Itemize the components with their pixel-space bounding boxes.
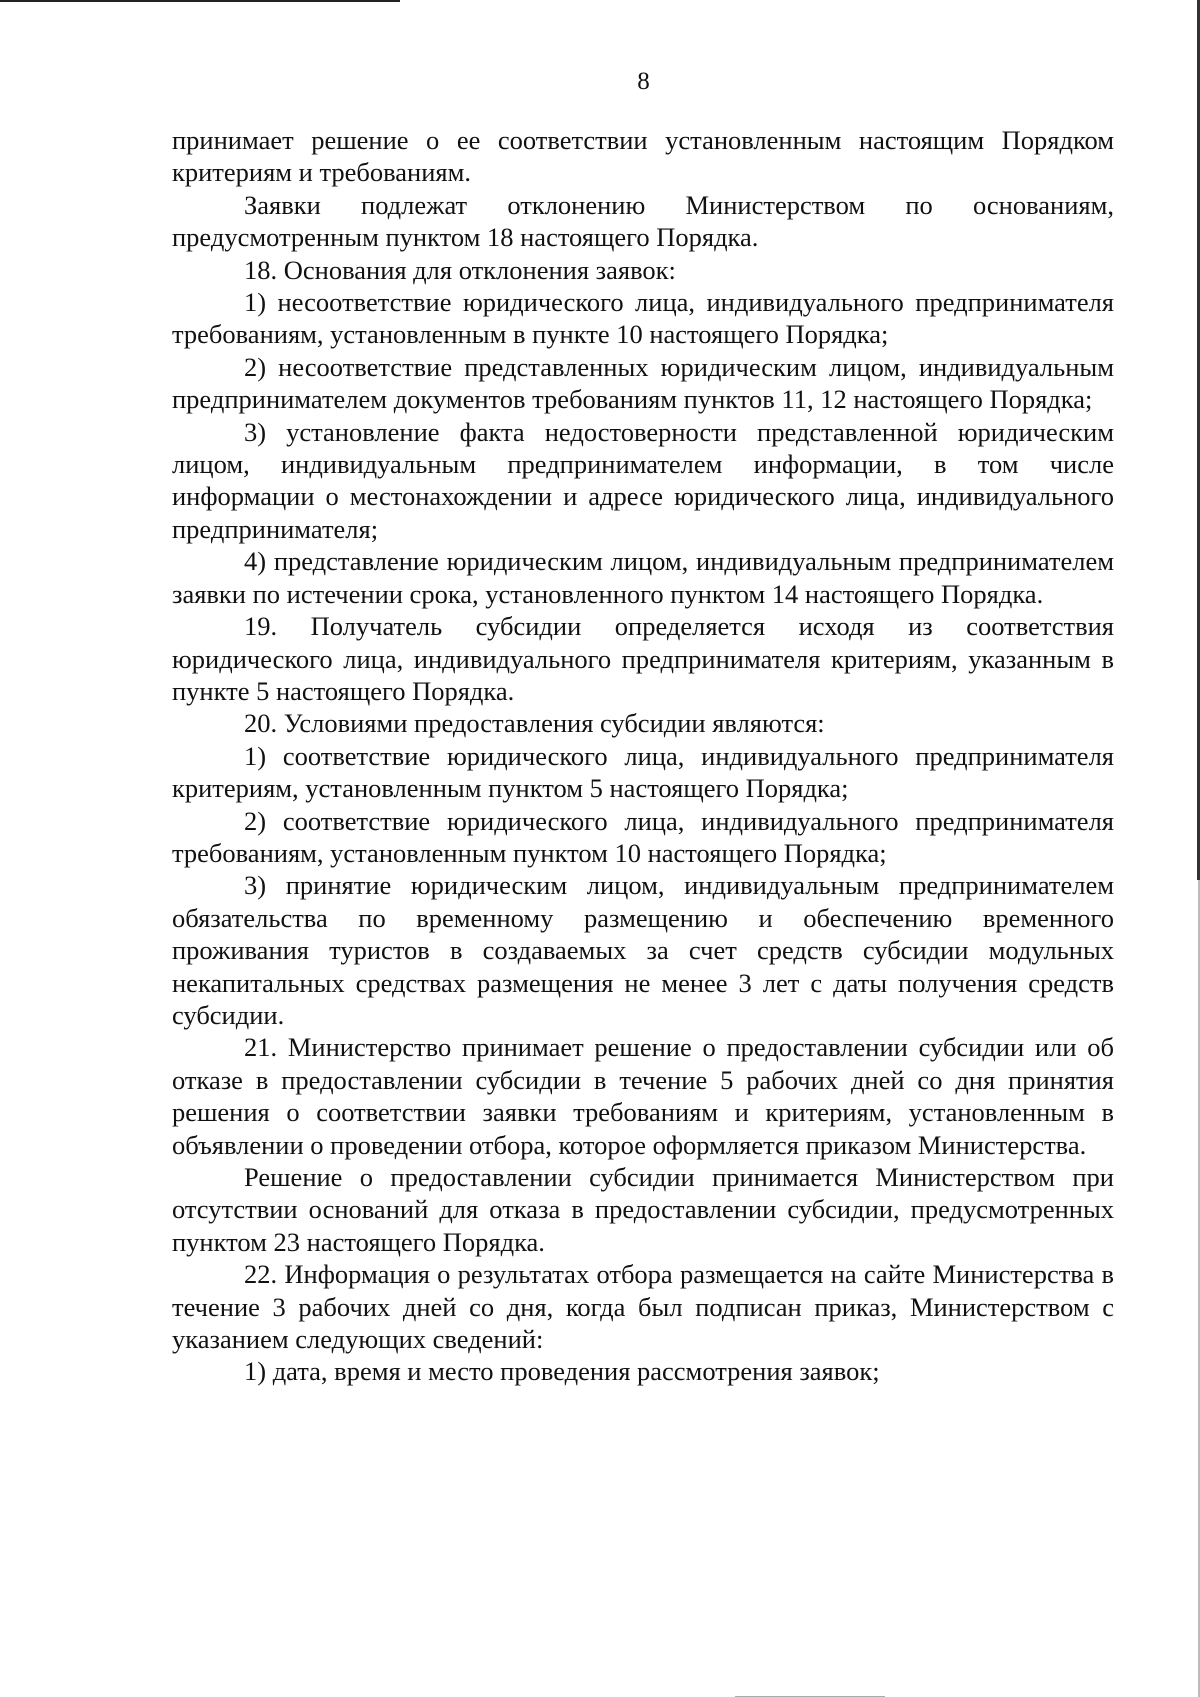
section-paragraph-22: 22. Информация о результатах отбора размещается на сайте Министерства в течение 3 рабочих дней со дня, когда был подписан приказ, Министерством с указанием следующих сведений: (172, 1259, 1114, 1355)
list-item: 2) несоответствие представленных юридическим лицом, индивидуальным предпринимателем документов требованиям пунктов 11, 12 настоящего Порядка; (172, 351, 1114, 415)
list-item: 3) принятие юридическим лицом, индивидуальным предпринимателем обязательства по временному размещению и обеспечению временного проживания туристов в создаваемых за счет средств субсидии модульных некапитальных средствах размещения не менее 3 лет с даты получения средств субсидии. (172, 870, 1114, 1030)
list-item: 1) соответствие юридического лица, индивидуального предпринимателя критериям, установленным пунктом 5 настоящего Порядка; (172, 740, 1114, 804)
list-item: 3) установление факта недостоверности представленной юридическим лицом, индивидуальным предпринимателем информации, в том числе информации о местонахождении и адресе юридического лица, индивидуального предпринимателя; (172, 416, 1114, 544)
paragraph: принимает решение о ее соответствии установленным настоящим Порядком критериям и требованиям. (172, 125, 1114, 188)
section-paragraph-21: 21. Министерство принимает решение о предоставлении субсидии или об отказе в предоставлении субсидии в течение 5 рабочих дней со дня принятия решения о соответствии заявки требованиям и критериям, установленным в объявлении о проведении отбора, которое оформляется приказом Министерства. (172, 1032, 1114, 1160)
list-item: 2) соответствие юридического лица, индивидуального предпринимателя требованиям, установленным пунктом 10 настоящего Порядка; (172, 805, 1114, 868)
list-item: 4) представление юридическим лицом, индивидуальным предпринимателем заявки по истечении срока, установленного пунктом 14 настоящего Порядка. (172, 546, 1114, 609)
list-item: 1) несоответствие юридического лица, индивидуального предпринимателя требованиям, установленным в пункте 10 настоящего Порядка; (172, 287, 1114, 350)
page-number: 8 (637, 68, 650, 95)
scan-edge-top (0, 0, 400, 2)
paragraph: Решение о предоставлении субсидии принимается Министерством при отсутствии оснований для отказа в предоставлении субсидии, предусмотренных пунктом 23 настоящего Порядка. (172, 1162, 1114, 1257)
list-item: 1) дата, время и место проведения рассмотрения заявок; (244, 1356, 880, 1387)
section-heading-20: 20. Условиями предоставления субсидии являются: (244, 708, 825, 739)
paragraph: Заявки подлежат отклонению Министерством по основаниям, предусмотренным пунктом 18 настоящего Порядка. (172, 189, 1114, 253)
section-heading-18: 18. Основания для отклонения заявок: (244, 254, 676, 285)
document-body (172, 124, 1114, 1388)
section-paragraph-19: 19. Получатель субсидии определяется исходя из соответствия юридического лица, индивидуального предпринимателя критериям, указанным в пункте 5 настоящего Порядка. (172, 611, 1114, 706)
